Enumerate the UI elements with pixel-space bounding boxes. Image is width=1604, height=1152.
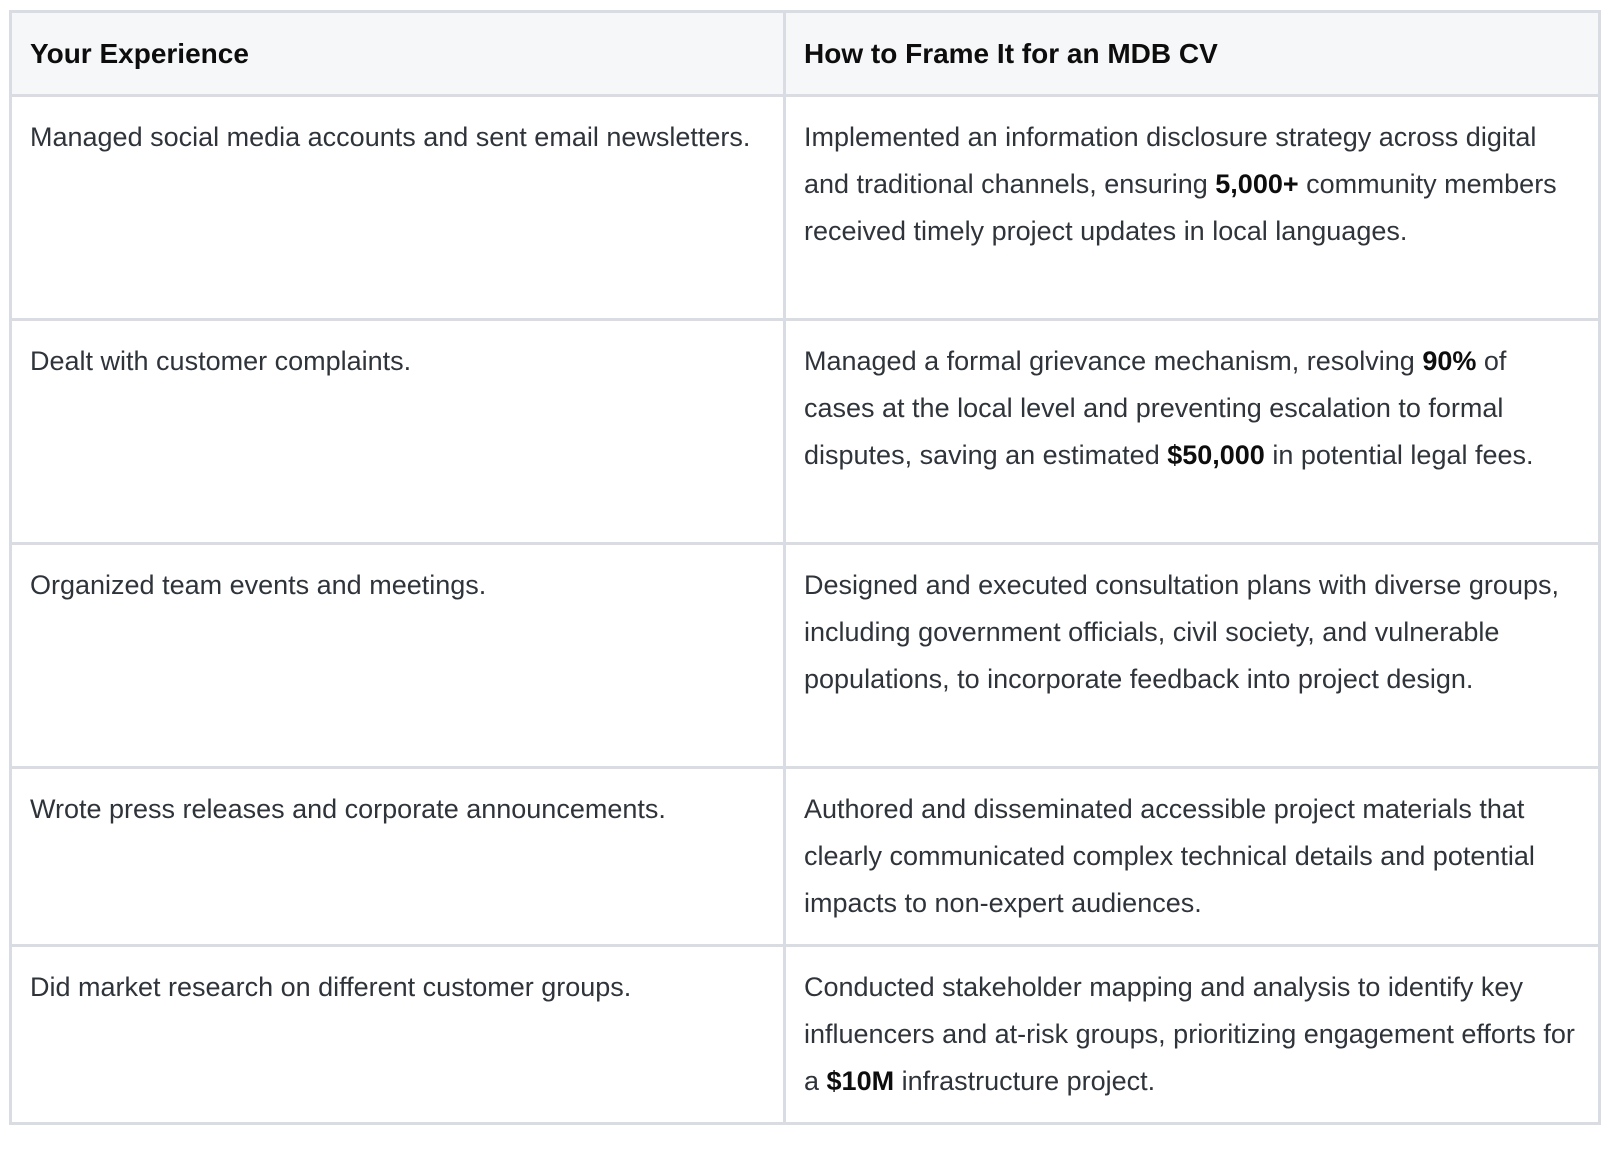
header-how-to-frame: How to Frame It for an MDB CV (785, 12, 1600, 96)
highlight-figure: $50,000 (1167, 440, 1265, 470)
experience-table-container (9, 10, 1598, 1125)
framing-text: Designed and executed consultation plans with diverse groups, including government officials, civil society, and vulnerable populations, to incorporate feedback into project design. (804, 570, 1559, 694)
framing-text: infrastructure project. (894, 1066, 1156, 1096)
framing-cell (785, 946, 1600, 1124)
framing-text: community members received timely project updates in local languages. (804, 169, 1557, 246)
experience-cell: Organized team events and meetings. (11, 544, 785, 768)
table-row (11, 946, 1600, 1124)
header-row (11, 12, 1600, 96)
experience-cell: Wrote press releases and corporate announcements. (11, 768, 785, 946)
experience-cell: Dealt with customer complaints. (11, 320, 785, 544)
experience-cell: Managed social media accounts and sent email newsletters. (11, 96, 785, 320)
framing-cell (785, 320, 1600, 544)
table-body (11, 96, 1600, 1124)
framing-text: in potential legal fees. (1264, 440, 1534, 470)
framing-text: Managed a formal grievance mechanism, resolving (804, 346, 1423, 376)
framing-text: Implemented an information disclosure strategy across digital and traditional channels, ensuring (804, 122, 1537, 199)
framing-text: Authored and disseminated accessible project materials that clearly communicated complex technical details and potential impacts to non-expert audiences. (804, 794, 1535, 918)
highlight-figure: 5,000+ (1215, 169, 1299, 199)
framing-cell (785, 544, 1600, 768)
experience-framing-table (9, 10, 1601, 1125)
table-row (11, 320, 1600, 544)
table-row (11, 96, 1600, 320)
table-row (11, 768, 1600, 946)
header-your-experience: Your Experience (11, 12, 785, 96)
highlight-figure: $10M (826, 1066, 895, 1096)
table-header (11, 12, 1600, 96)
table-row (11, 544, 1600, 768)
framing-cell (785, 96, 1600, 320)
experience-cell: Did market research on different customer groups. (11, 946, 785, 1124)
highlight-figure: 90% (1422, 346, 1477, 376)
framing-text: Conducted stakeholder mapping and analysis to identify key influencers and at-risk groups, prioritizing engagement efforts for a (804, 972, 1575, 1096)
framing-text: of cases at the local level and preventing escalation to formal disputes, saving an estimated (804, 346, 1507, 470)
framing-cell (785, 768, 1600, 946)
